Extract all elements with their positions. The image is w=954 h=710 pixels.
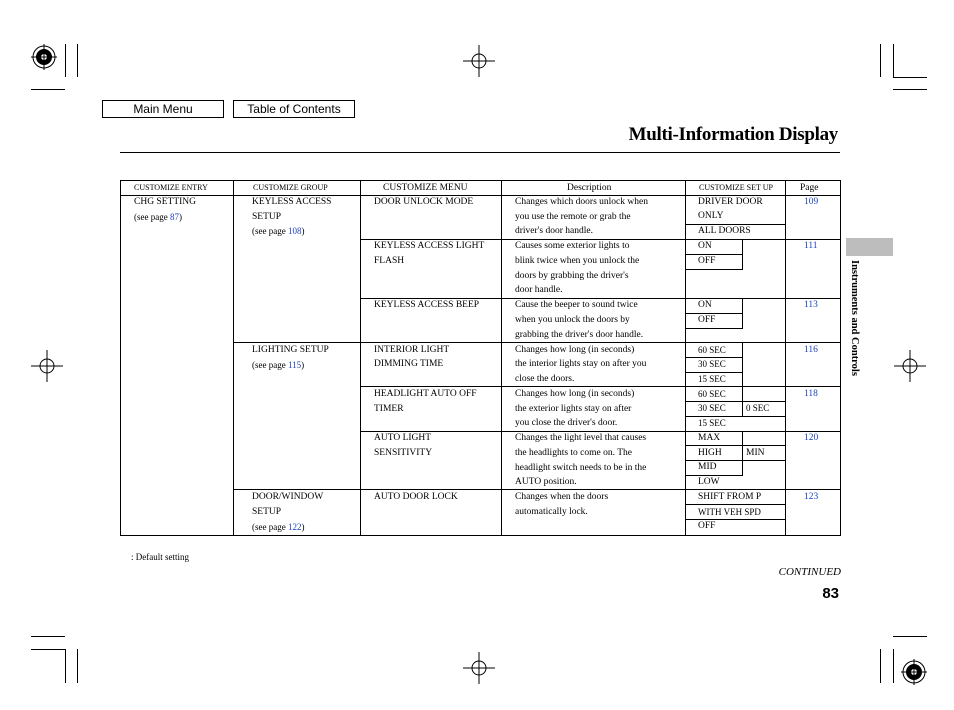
header-customize-group: CUSTOMIZE GROUP	[253, 183, 328, 192]
header-description: Description	[567, 183, 612, 193]
group-lighting-title: LIGHTING SETUP	[252, 345, 329, 355]
desc-line: you use the remote or grab the	[515, 212, 631, 222]
desc-line: doors by grabbing the driver's	[515, 271, 629, 281]
group-doorwin-title: SETUP	[252, 507, 282, 517]
footnote-default-setting: : Default setting	[131, 552, 189, 562]
desc-line: grabbing the driver's door handle.	[515, 330, 644, 340]
crosshair-icon	[463, 45, 495, 77]
group-doorwin-title: DOOR/WINDOW	[252, 492, 324, 502]
page-link[interactable]: 113	[804, 300, 818, 310]
page-link[interactable]: 87	[169, 212, 179, 222]
option-off: OFF	[698, 315, 716, 325]
page-link[interactable]: 109	[804, 197, 819, 207]
option-15-sec: 15 SEC	[698, 418, 726, 428]
group-keyless-title: SETUP	[252, 212, 282, 222]
group-lighting-ref: (see page 115)	[252, 360, 305, 370]
page-link[interactable]: 108	[287, 226, 302, 236]
option-high: HIGH	[698, 448, 722, 458]
crosshair-icon	[31, 350, 63, 382]
menu-auto-light: AUTO LIGHT	[374, 433, 432, 443]
option-30-sec: 30 SEC	[698, 359, 726, 369]
menu-headlight-timer: HEADLIGHT AUTO OFF	[374, 389, 477, 399]
desc-line: Changes how long (in seconds)	[515, 389, 635, 399]
header-customize-setup: CUSTOMIZE SET UP	[699, 183, 773, 192]
page-link[interactable]: 118	[804, 389, 818, 399]
section-tab	[846, 238, 893, 256]
continued-label: CONTINUED	[778, 566, 841, 578]
option-driver-door: ONLY	[698, 211, 724, 221]
desc-line: you close the driver's door.	[515, 418, 618, 428]
title-rule	[120, 152, 840, 153]
option-mid: MID	[698, 462, 717, 472]
desc-line: the headlights to come on. The	[515, 448, 632, 458]
desc-line: the exterior lights stay on after	[515, 404, 632, 414]
desc-line: Changes which doors unlock when	[515, 197, 648, 207]
page-title: Multi-Information Display	[628, 124, 838, 145]
entry-name: CHG SETTING	[134, 197, 197, 207]
page-link[interactable]: 123	[804, 492, 819, 502]
main-menu-button[interactable]: Main Menu	[102, 100, 224, 118]
option-low: LOW	[698, 477, 720, 487]
registration-target-icon	[899, 657, 929, 687]
menu-door-unlock-mode: DOOR UNLOCK MODE	[374, 197, 474, 207]
option-15-sec: 15 SEC	[698, 374, 726, 384]
menu-keyless-beep: KEYLESS ACCESS BEEP	[374, 300, 480, 310]
crosshair-icon	[894, 350, 926, 382]
desc-line: Causes some exterior lights to	[515, 241, 630, 251]
desc-line: the interior lights stay on after you	[515, 359, 647, 369]
registration-target-icon	[29, 42, 59, 72]
option-off: OFF	[698, 521, 716, 531]
group-keyless-ref: (see page 108)	[252, 226, 305, 236]
menu-keyless-light-flash: FLASH	[374, 256, 405, 266]
menu-auto-light: SENSITIVITY	[374, 448, 433, 458]
menu-interior-light: DIMMING TIME	[374, 359, 444, 369]
group-doorwin-ref: (see page 122)	[252, 522, 305, 532]
page-link[interactable]: 116	[804, 345, 818, 355]
section-label: Instruments and Controls	[849, 260, 860, 376]
group-keyless-title: KEYLESS ACCESS	[252, 197, 332, 207]
desc-line: blink twice when you unlock the	[515, 256, 640, 266]
desc-line: close the doors.	[515, 374, 575, 384]
desc-line: driver's door handle.	[515, 226, 593, 236]
page-link[interactable]: 115	[287, 360, 302, 370]
option-with-veh-spd: WITH VEH SPD	[698, 507, 761, 517]
header-customize-entry: CUSTOMIZE ENTRY	[134, 183, 208, 192]
option-all-doors: ALL DOORS	[698, 226, 751, 236]
desc-line: when you unlock the doors by	[515, 315, 630, 325]
desc-line: automatically lock.	[515, 507, 588, 517]
option-driver-door: DRIVER DOOR	[698, 197, 763, 207]
menu-auto-door-lock: AUTO DOOR LOCK	[374, 492, 458, 502]
option-max: MAX	[698, 433, 721, 443]
desc-line: Changes when the doors	[515, 492, 609, 502]
desc-line: Cause the beeper to sound twice	[515, 300, 638, 310]
menu-interior-light: INTERIOR LIGHT	[374, 345, 450, 355]
header-page: Page	[800, 183, 819, 193]
option-off: OFF	[698, 256, 716, 266]
desc-line: AUTO position.	[515, 477, 577, 487]
page-link[interactable]: 120	[804, 433, 819, 443]
page-link[interactable]: 122	[287, 522, 302, 532]
menu-headlight-timer: TIMER	[374, 404, 404, 414]
crosshair-icon	[463, 652, 495, 684]
desc-line: Changes the light level that causes	[515, 433, 647, 443]
desc-line: door handle.	[515, 285, 563, 295]
page-number: 83	[822, 585, 839, 602]
table-of-contents-button[interactable]: Table of Contents	[233, 100, 355, 118]
option-30-sec: 30 SEC	[698, 403, 726, 413]
option-shift-from-p: SHIFT FROM P	[698, 492, 762, 502]
desc-line: Changes how long (in seconds)	[515, 345, 635, 355]
option-60-sec: 60 SEC	[698, 345, 726, 355]
option-on: ON	[698, 300, 712, 310]
page-link[interactable]: 111	[804, 241, 818, 251]
option-0-sec: 0 SEC	[746, 403, 770, 413]
option-60-sec: 60 SEC	[698, 389, 726, 399]
option-min: MIN	[746, 448, 765, 458]
option-on: ON	[698, 241, 712, 251]
header-customize-menu: CUSTOMIZE MENU	[383, 183, 468, 193]
desc-line: headlight switch needs to be in the	[515, 463, 647, 473]
menu-keyless-light-flash: KEYLESS ACCESS LIGHT	[374, 241, 485, 251]
entry-ref: (see page 87)	[134, 212, 182, 222]
